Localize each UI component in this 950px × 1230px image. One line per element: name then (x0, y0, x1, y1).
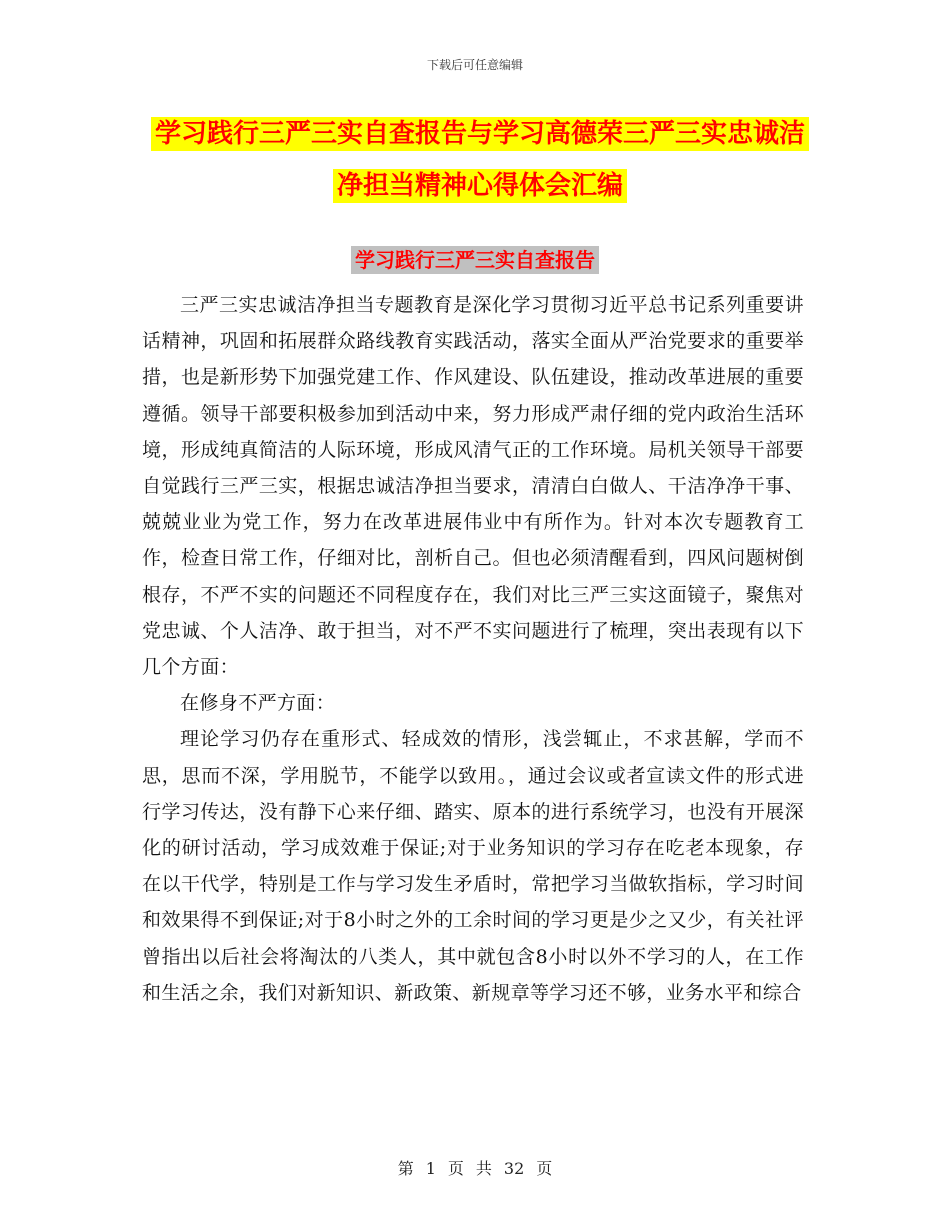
header-note: 下载后可任意编辑 (426, 58, 523, 72)
footer-total-prefix: 共 (475, 1159, 492, 1178)
document-title (150, 108, 810, 212)
document-title-text: 学习践行三严三实自查报告与学习高德荣三严三实忠诚洁净担当精神心得体会汇编 (151, 117, 809, 203)
section-title-text: 学习践行三严三实自查报告 (351, 246, 599, 274)
document-body (142, 287, 804, 1011)
paragraph-intro: 三严三实忠诚洁净担当专题教育是深化学习贯彻习近平总书记系列重要讲话精神，巩固和拓展群众路线教育实践活动，落实全面从严治党要求的重要举措，也是新形势下加强党建工作、作风建设、队伍建设，推动改革进展的重要遵循。领导干部要积极参加到活动中来，努力形成严肃仔细的党内政治生活环境，形成纯真简洁的人际环境，形成风清气正的工作环境。局机关领导干部要自觉践行三严三实，根据忠诚洁净担当要求，清清白白做人、干洁净净干事、兢兢业业为党工作，努力在改革进展伟业中有所作为。针对本次专题教育工作，检查日常工作，仔细对比，剖析自己。但也必须清醒看到，四风问题树倒根存，不严不实的问题还不同程度存在，我们对比三严三实这面镜子，聚焦对党忠诚、个人洁净、敢于担当，对不严不实问题进行了梳理，突出表现有以下几个方面： (142, 294, 804, 679)
page-footer (0, 1156, 950, 1179)
section-title (0, 244, 950, 273)
footer-page-unit: 页 (447, 1159, 464, 1178)
footer-prefix: 第 (397, 1159, 414, 1178)
paragraph-subheading: 在修身不严方面： (180, 692, 336, 715)
footer-total-unit: 页 (536, 1159, 553, 1178)
footer-page-number: 1 (425, 1159, 436, 1178)
paragraph-study: 理论学习仍存在重形式、轻成效的情形，浅尝辄止，不求甚解，学而不思，思而不深，学用脱节，不能学以致用。，通过会议或者宣读文件的形式进行学习传达，没有静下心来仔细、踏实、原本的进行系统学习，也没有开展深化的研讨活动，学习成效难于保证;对于业务知识的学习存在吃老本现象，存在以干代学，特别是工作与学习发生矛盾时，常把学习当做软指标，学习时间和效果得不到保证;对于8小时之外的工余时间的学习更是少之又少，有关社评曾指出以后社会将淘汰的八类人，其中就包含8小时以外不学习的人，在工作和生活之余，我们对新知识、新政策、新规章等学习还不够，业务水平和综合 (142, 728, 804, 1004)
footer-total-pages: 32 (503, 1159, 525, 1178)
